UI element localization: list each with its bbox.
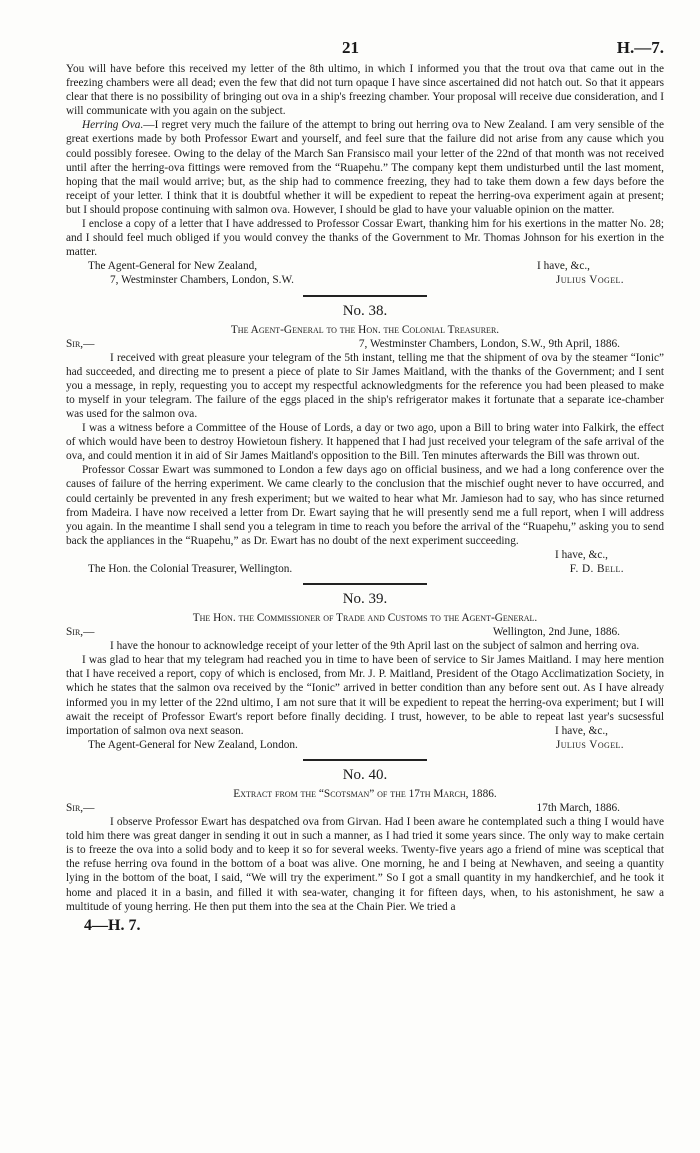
- letter-heading: Extract from the “Scotsman” of the 17th March, 1886.: [233, 787, 497, 800]
- letter-37-continuation: [66, 62, 664, 288]
- closing-row: [66, 548, 664, 562]
- paragraph: I observe Professor Ewart has despatched ova from Girvan. Had I been aware he contemplated such a thing I would have told him there was great danger in sending it out in such a manner, as I had tried it some years since. The only way to make certain is to freeze the ova into a solid body and to keep it so for several weeks. Twenty-five years ago a friend of mine was sceptical that the refuse herring ova found in the bottom of a boat was alive. One morning, he and I being at Newhaven, and seeing a quantity lying in the bottom of the boat, I said, “We will try the experiment.” So I got a small quantity in my handkerchief, and he took it home and placed it in a basin, and filled it with sea-water, changing it for fifteen days, when, to his astonishment, he saw a multitude of young herring. He then put them into the sea at the Chain Pier. We tried a: [66, 816, 664, 913]
- letter-number: No. 38.: [342, 302, 388, 319]
- paragraph: Herring Ova.—I regret very much the failure of the attempt to bring out herring ova to New Zealand. I am very sensible of the great exertions made by both Professor Ewart and yourself, and feel sure that the failure did not arise from any cause which you could possibly foresee. Owing to the delay of the March San Fransisco mail your letter of the 22nd of that month was not received until after the herring-ova fittings were removed from the “Ruapehu.” The company kept them undisturbed until the last moment, hoping that the mail would arrive; but, as the ship had to commence freezing, they had to take them down a few days before the receipt of your letter. I think that it is doubtful whether it will be expedient to repeat the herring-ova experiment again at present; but I should propose continuing with salmon ova. However, I should be glad to have your valuable opinion on the matter.: [66, 119, 665, 216]
- section-divider: [303, 583, 427, 585]
- paragraph: I have the honour to acknowledge receipt of your letter of the 9th April last on the subject of salmon and herring ova.: [110, 640, 640, 653]
- salutation-row: [66, 801, 664, 815]
- addressee: The Agent-General for New Zealand,: [88, 260, 258, 273]
- salutation-row: [66, 337, 664, 351]
- closing-row: [66, 738, 664, 752]
- signature: F. D. Bell.: [569, 563, 624, 575]
- letter-number: No. 39.: [342, 591, 388, 608]
- paragraph: Professor Cossar Ewart was summoned to London a few days ago on official business, and we had a long conference over the causes of failure of the herring experiment. We came clearly to the conclusion that the mischief ought never to have occurred, and could certainly be prevented in any fresh experiment; but we waited to hear what Mr. Jamieson had to say, who has since returned from Madeira. I have now received a letter from Dr. Ewart saying that he will presently send me a full report, when I will address you again. In the meantime I shall send you a telegram in time to reach you before the arrival of the “Ruapehu,” asking you to send back the appliances in the “Ruapehu,” as Dr. Ewart has no doubt of the next experiment succeeding.: [66, 464, 664, 547]
- document-reference: H.—7.: [616, 38, 664, 57]
- page-number: 21: [342, 38, 359, 57]
- letter-39: [66, 591, 664, 752]
- section-divider: [303, 295, 427, 297]
- closing-row: [66, 259, 664, 273]
- salutation-row: [66, 625, 664, 639]
- dateline: 7, Westminster Chambers, London, S.W., 9th April, 1886.: [358, 337, 620, 350]
- dateline: 17th March, 1886.: [536, 801, 620, 814]
- paragraph: I was glad to hear that my telegram had reached you in time to have been of service to Sir James Maitland. I may here mention that I have received a report, copy of which is enclosed, from Mr. J. P. Maitland, President of the Otago Acclimatization Society, in which he states that the salmon ova received by the “Ionic” arrived in better condition than any before sent out. As I have already informed you in my letter of the 22nd ultimo, I am not sure that it will be expedient to repeat the herring-ova experiment; but I will await the receipt of Professor Ewart's report before finally deciding. I trust, however, to be able to repeat last year's sucsessful importation of salmon ova next season.: [66, 654, 664, 737]
- signature: Julius Vogel.: [555, 274, 624, 287]
- addressee: The Hon. the Colonial Treasurer, Wellington.: [88, 563, 293, 575]
- closing: I have, &c.,: [536, 260, 590, 273]
- signature: Julius Vogel.: [555, 738, 624, 751]
- salutation: Sir,—: [66, 626, 95, 639]
- address: 7, Westminster Chambers, London, S.W.: [110, 274, 294, 287]
- closing: I have, &c.,: [554, 724, 608, 737]
- paragraph: I was a witness before a Committee of the House of Lords, a day or two ago, upon a Bill to bring water into Falkirk, the effect of which would have been to destroy Howietoun fishery. It happened that I had just received your telegram of the safe arrival of the ova, and could mention it in aid of Sir James Maitland's opposition to the Bill. Ten minutes afterwards the Bill was thrown out.: [66, 422, 664, 463]
- closing: I have, &c.,: [554, 548, 608, 561]
- paragraph: I enclose a copy of a letter that I have addressed to Professor Cossar Ewart, thanking him for his exertions in the matter No. 28; and I should feel much obliged if you would convey the thanks of the Government to Mr. Thomas Johnson for his exertion in the matter.: [66, 218, 664, 259]
- letter-38: [66, 303, 664, 577]
- paragraph: I received with great pleasure your telegram of the 5th instant, telling me that the shipment of ova by the steamer “Ionic” had succeeded, and directing me to present a piece of plate to Sir James Maitland, with the thanks of the Government; and I sent you a message, in reply, requesting you to accept my respectful acknowledgments for the reference you had been pleased to make to myself in your telegram. The failure of the eggs placed in the ship's refrigerator makes it fortunate that a separate ice-chamber was used for the salmon ova.: [66, 351, 664, 420]
- paragraph-lead: Herring Ova.: [82, 119, 144, 132]
- letter-heading: The Agent-General to the Hon. the Colonial Treasurer.: [230, 323, 500, 336]
- sheet-signature: 4—H. 7.: [84, 916, 141, 934]
- page-header: [66, 38, 664, 62]
- letter-heading: The Hon. the Commissioner of Trade and Customs to the Agent-General.: [192, 612, 538, 625]
- closing-row: [66, 562, 664, 576]
- closing-row: [66, 273, 664, 287]
- letter-number: No. 40.: [342, 766, 388, 783]
- paragraph: You will have before this received my letter of the 8th ultimo, in which I informed you that the trout ova that came out in the freezing chambers were all dead; even the few that did not turn opaque I have since ascertained did not hatch out. So that it appears clear that there is no possibility of bringing out ova in a ship's freezing chamber. Your proposal will receive due consideration, and I will communicate with you again on the subject.: [66, 63, 664, 118]
- salutation: Sir,—: [66, 337, 95, 350]
- addressee: The Agent-General for New Zealand, London.: [88, 738, 298, 751]
- letter-40: [66, 767, 664, 914]
- dateline: Wellington, 2nd June, 1886.: [492, 626, 620, 639]
- salutation: Sir,—: [66, 801, 95, 814]
- section-divider: [303, 759, 427, 761]
